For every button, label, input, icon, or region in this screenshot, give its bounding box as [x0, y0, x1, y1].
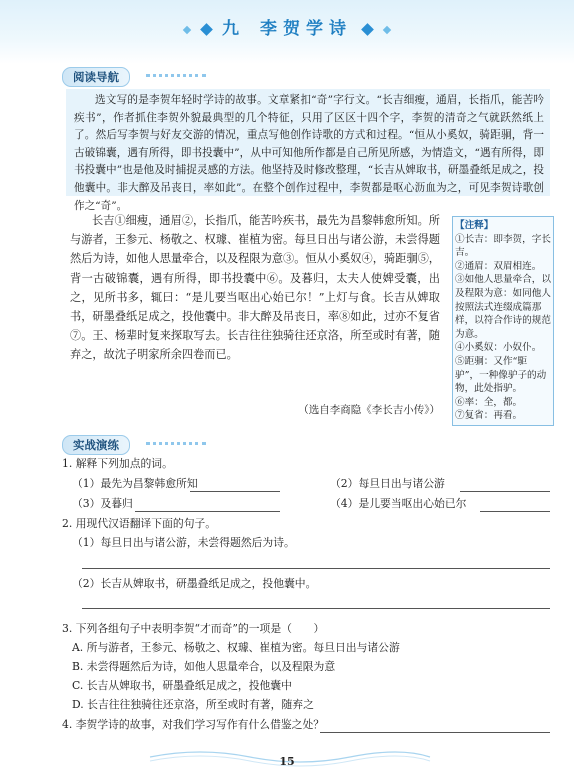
q1-item: （1）最先为昌黎韩愈所知 — [72, 477, 198, 490]
notes-content — [455, 219, 551, 423]
q2-item: （2）长吉从婢取书，研墨叠纸足成之，投他囊中。 — [72, 577, 317, 590]
answer-line[interactable] — [82, 567, 550, 569]
q3-option-c[interactable]: C. 长吉从婢取书，研墨叠纸足成之，投他囊中 — [72, 679, 292, 692]
dotted-divider — [146, 442, 206, 449]
q3-option-b[interactable]: B. 未尝得题然后为诗，如他人思量牵合，以及程限为意 — [72, 660, 336, 673]
passage-text: 长吉①细瘦，通眉②，长指爪，能苦吟疾书，最先为昌黎韩愈所知。所与游者，王参元、杨敬之、权璩、崔植为密。每旦日出与诸公游，未尝得题然后为诗，如他人思量牵合，以及程限为意③。恒从小奚奴④，骑距𬳶⑤，背一古破锦囊，遇有所得，即书投囊中⑥。及暮归，太夫人使婢受囊，出之，见所书多，辄曰：“是儿要当呕出心始已尔！”上灯与食。长吉从婢取书，研墨叠纸足成之，投他囊中。非大醉及吊丧日，率⑧如此，过亦不复省⑦。王、杨辈时复来探取写去。长吉往往独骑往还京洛，所至或时有著，随弃之，故沈子明家所余四卷而已。 — [70, 214, 440, 362]
note-item: ⑦复省：再看。 — [455, 410, 523, 422]
answer-line[interactable] — [82, 607, 550, 609]
section-reading-guide: 阅读导航 — [62, 67, 130, 87]
q2-item: （1）每旦日出与诸公游，未尝得题然后为诗。 — [72, 536, 295, 549]
q1-item: （3）及暮归 — [72, 497, 133, 510]
notes-title: 【注释】 — [455, 220, 494, 231]
dotted-divider — [146, 74, 206, 81]
page-number: 15 — [279, 755, 295, 768]
answer-line[interactable] — [460, 490, 550, 492]
lesson-title-text: 李贺学诗 — [260, 19, 353, 39]
note-item: ③如他人思量牵合，以及程限为意：如同他人按照法式连缀成篇那样，以符合作诗的规范为意。 — [455, 274, 551, 340]
diamond-icon — [200, 23, 213, 36]
note-item: ④小奚奴：小奴仆。 — [455, 342, 542, 354]
question-4: 4. 李贺学诗的故事，对我们学习写作有什么借鉴之处？ — [62, 718, 325, 731]
answer-line[interactable] — [135, 510, 280, 512]
lesson-number: 九 — [221, 19, 241, 39]
answer-line[interactable] — [190, 490, 280, 492]
note-item: ⑥率：全，都。 — [455, 396, 523, 408]
section-exercises: 实战演练 — [62, 435, 130, 455]
question-1: 1. 解释下列加点的词。 — [62, 457, 173, 470]
question-3: 3. 下列各组句子中表明李贺“才而奇”的一项是（ ） — [62, 622, 325, 635]
answer-line[interactable] — [320, 731, 550, 733]
q1-item: （2）每旦日出与诸公游 — [330, 477, 445, 490]
question-2: 2. 用现代汉语翻译下面的句子。 — [62, 517, 217, 530]
note-item: ②通眉：双眉相连。 — [455, 260, 542, 272]
q3-option-a[interactable]: A. 所与游者，王参元、杨敬之、权璩、崔植为密。每旦日出与诸公游 — [72, 641, 400, 654]
diamond-icon — [183, 25, 191, 33]
guide-text: 选文写的是李贺年轻时学诗的故事。文章紧扣“奇”字行文。“长吉细瘦，通眉，长指爪，能苦吟疾书”，作者抓住李贺外貌最典型的几个特征，只用了区区十四个字，李贺的清奇之气就跃然纸上了。然后写李贺与好友交游的情况，重点写他创作诗歌的方式和过程。“恒从小奚奴，骑距𬳶，背一古破锦囊，遇有所得，即书投囊中”，从中可知他所作都是自己所见所感，为情造文，“遇有所得，即书投囊中”也是他及时捕捉灵感的方法。他坚持及时修改整理，“长吉从婢取书，研墨叠纸足成之，投他囊中。非大醉及吊丧日，率如此”。在整个创作过程中，李贺都是呕心沥血为之，可见李贺诗歌创作之“奇”。 — [74, 94, 544, 212]
passage-source: （选自李商隐《李长吉小传》） — [298, 404, 440, 416]
diamond-icon — [361, 23, 374, 36]
diamond-icon — [383, 25, 391, 33]
note-item: ⑤距𬳶：又作“駏驴”，一种像驴子的动物，此处指驴。 — [455, 355, 547, 395]
note-item: ①长吉：即李贺，字长吉。 — [455, 233, 551, 259]
q1-item: （4）是儿要当呕出心始已尔 — [330, 497, 467, 510]
q3-option-d[interactable]: D. 长吉往往独骑往还京洛，所至或时有著，随弃之 — [72, 698, 314, 711]
lesson-title — [0, 14, 574, 39]
answer-line[interactable] — [480, 510, 550, 512]
